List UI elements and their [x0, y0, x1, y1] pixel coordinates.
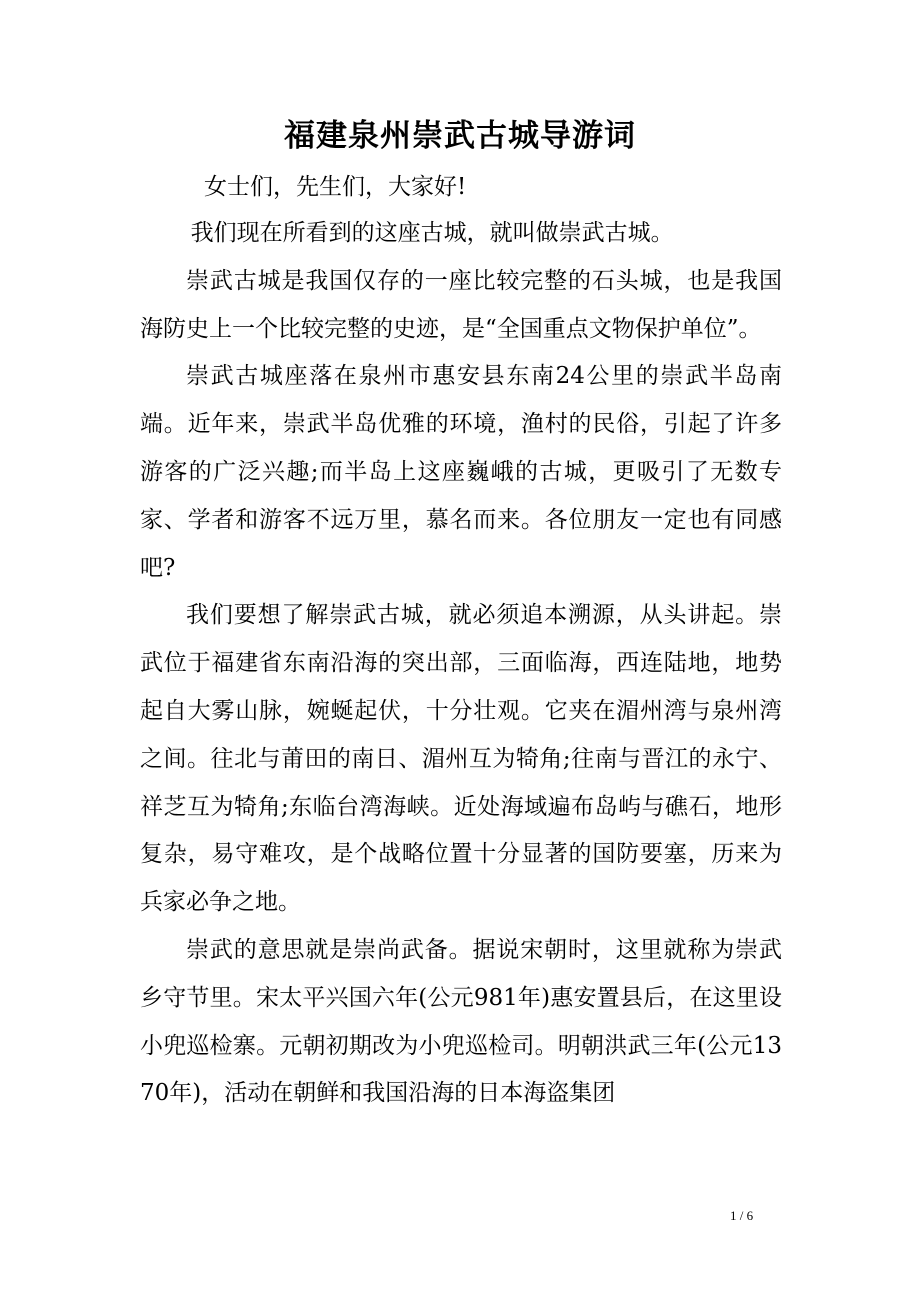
document-title: 福建泉州崇武古城导游词 — [284, 118, 636, 154]
page-number: 1 / 6 — [730, 1208, 754, 1223]
paragraph-4: 我们要想了解崇武古城，就必须追本溯源，从头讲起。崇武位于福建省东南沿海的突出部，三面临海，西连陆地，地势起自大雾山脉，婉蜒起伏，十分壮观。它夹在湄州湾与泉州湾之间。往北与莆田的南日、湄州互为犄角;往南与晋江的永宁、祥芝互为犄角;东临台湾海峡。近处海域遍布岛屿与礁石，地形复杂，易守难攻，是个战略位置十分显著的国防要塞，历来为兵家必争之地。 — [140, 602, 782, 916]
paragraph-2: 崇武古城是我国仅存的一座比较完整的石头城，也是我国海防史上一个比较完整的史迹，是“全国重点文物保护单位”。 — [140, 267, 782, 342]
paragraph-3: 崇武古城座落在泉州市惠安县东南24公里的崇武半岛南端。近年来，崇武半岛优雅的环境，渔村的民俗，引起了许多游客的广泛兴趣;而半岛上这座巍峨的古城，更吸引了无数专家、学者和游客不远万里，慕名而来。各位朋友一定也有同感吧? — [140, 363, 782, 581]
paragraph-5: 崇武的意思就是崇尚武备。据说宋朝时，这里就称为崇武乡守节里。宋太平兴国六年(公元981年)惠安置县后，在这里设小兜巡检寨。元朝初期改为小兜巡检司。明朝洪武三年(公元1370年)，活动在朝鲜和我国沿海的日本海盗集团 — [140, 936, 782, 1107]
greeting-line: 女士们，先生们，大家好! — [204, 174, 467, 200]
document-body — [140, 210, 782, 1118]
paragraph-1: 我们现在所看到的这座古城，就叫做崇武古城。 — [190, 220, 674, 246]
